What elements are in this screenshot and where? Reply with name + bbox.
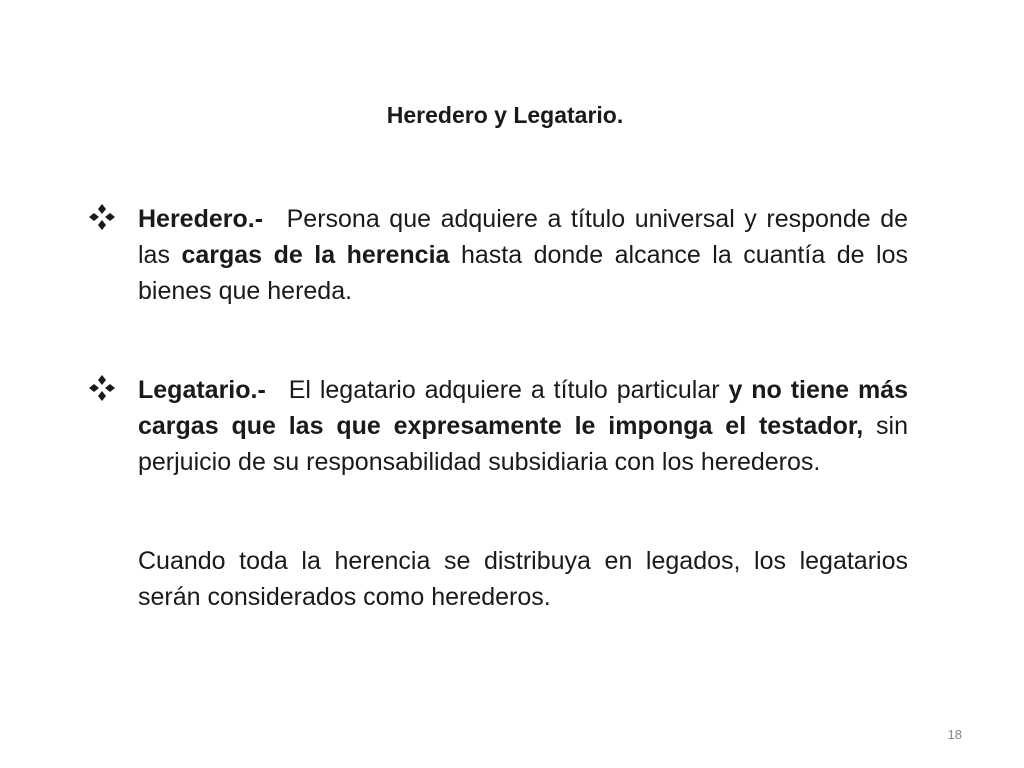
closing-paragraph: Cuando toda la herencia se distribuya en legados, los legatarios serán considerados como herederos. xyxy=(138,547,908,611)
term-legatario: Legatario.- xyxy=(138,376,266,404)
definition-part-a: El legatario adquiere a título particular xyxy=(288,376,720,404)
definition-bold: y no tiene más cargas que las que expresamente le imponga el testador, xyxy=(138,376,908,440)
bullet-text xyxy=(138,372,908,480)
diamond-four-bullet-icon xyxy=(88,374,116,402)
definition-part-b: hasta donde alcance la cuantía de los bienes que hereda. xyxy=(138,241,908,305)
term-heredero: Heredero.- xyxy=(138,205,264,233)
bullet-legatario xyxy=(88,372,908,480)
definition-part-b: sin perjuicio de su responsabilidad subsidiaria con los herederos. xyxy=(138,412,908,476)
page-number: 18 xyxy=(947,727,962,742)
diamond-four-bullet-icon xyxy=(88,203,116,231)
definition-part-a: Persona que adquiere a título universal y responde de las xyxy=(138,205,909,269)
definition-bold: cargas de la herencia xyxy=(181,241,450,269)
slide-title: Heredero y Legatario. xyxy=(386,102,624,128)
bullet-text xyxy=(138,201,908,309)
bullet-heredero xyxy=(88,201,908,309)
